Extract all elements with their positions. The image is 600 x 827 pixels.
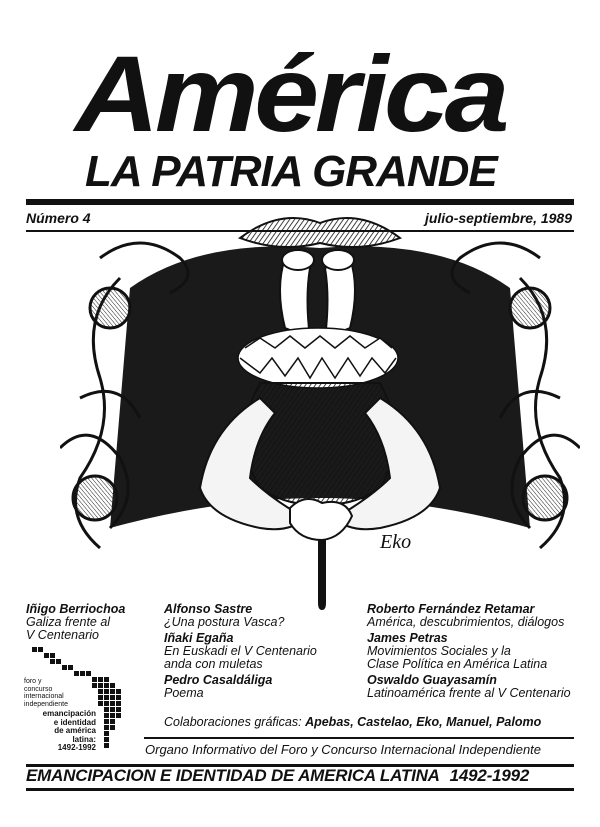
author-name: Roberto Fernández Retamar (367, 602, 535, 616)
author-name: Iñaki Egaña (164, 631, 234, 645)
article-title: anda con muletas (164, 657, 263, 671)
figure-body (245, 383, 395, 504)
logo-text (24, 678, 94, 708)
article-title: V Centenario (26, 628, 99, 642)
contents-col2 (164, 603, 364, 700)
contents-col3 (367, 603, 577, 700)
author-name: Alfonso Sastre (164, 602, 253, 616)
masthead-subtitle: LA PATRIA GRANDE (85, 147, 497, 196)
logo-line: concurso (24, 685, 53, 693)
author-name: James Petras (367, 631, 448, 645)
author-name: Iñigo Berriochoa (26, 602, 126, 616)
logo-line: 1492-1992 (57, 743, 96, 752)
clasped-hands (290, 499, 352, 540)
banner-text: EMANCIPACION E IDENTIDAD DE AMERICA LATINA (26, 766, 440, 785)
artist-signature: Eko (380, 531, 412, 553)
logo-line: foro y (24, 678, 42, 685)
organ-rule (144, 737, 574, 739)
article-title: Latinoamérica frente al V Centenario (367, 686, 571, 700)
author-name: Pedro Casaldáliga (164, 673, 273, 687)
article-title: Movimientos Sociales y la (367, 644, 511, 658)
article-title: En Euskadi el V Centenario (164, 644, 317, 658)
blood-drip (318, 540, 326, 610)
logo-line: latina: (72, 734, 96, 744)
ruff-collar (238, 328, 398, 388)
credits-label: Colaboraciones gráficas: (164, 715, 302, 729)
article-title: ¿Una postura Vasca? (164, 615, 285, 629)
masthead-title: América (75, 33, 506, 154)
author-name: Oswaldo Guayasamín (367, 673, 497, 687)
logo-line: de américa (54, 726, 96, 735)
date-rule (26, 230, 574, 232)
cover-illustration (60, 198, 580, 618)
logo-text-bold (26, 710, 96, 753)
banner-rule-bottom (26, 788, 574, 791)
logo-line: emancipación (42, 709, 96, 718)
bottom-banner (26, 766, 529, 786)
logo-line: internacional (24, 693, 64, 700)
article-title: Clase Política en América Latina (367, 657, 548, 671)
banner-years: 1492-1992 (449, 766, 530, 785)
forum-logo (24, 645, 154, 755)
article-title: Galiza frente al (26, 615, 111, 629)
logo-line: e identidad (53, 717, 96, 727)
top-crest (240, 218, 400, 247)
contents-col1 (26, 603, 156, 642)
logo-line: independiente (24, 700, 68, 708)
graphic-credits (164, 715, 541, 729)
article-title: Poema (164, 686, 204, 700)
credits-names: Apebas, Castelao, Eko, Manuel, Palomo (305, 715, 542, 729)
article-title: América, descubrimientos, diálogos (367, 615, 565, 629)
issue-number: Número 4 (26, 210, 91, 226)
issue-date: julio-septiembre, 1989 (424, 210, 572, 226)
organ-line: Organo Informativo del Foro y Concurso Internacional Independiente (145, 742, 542, 757)
